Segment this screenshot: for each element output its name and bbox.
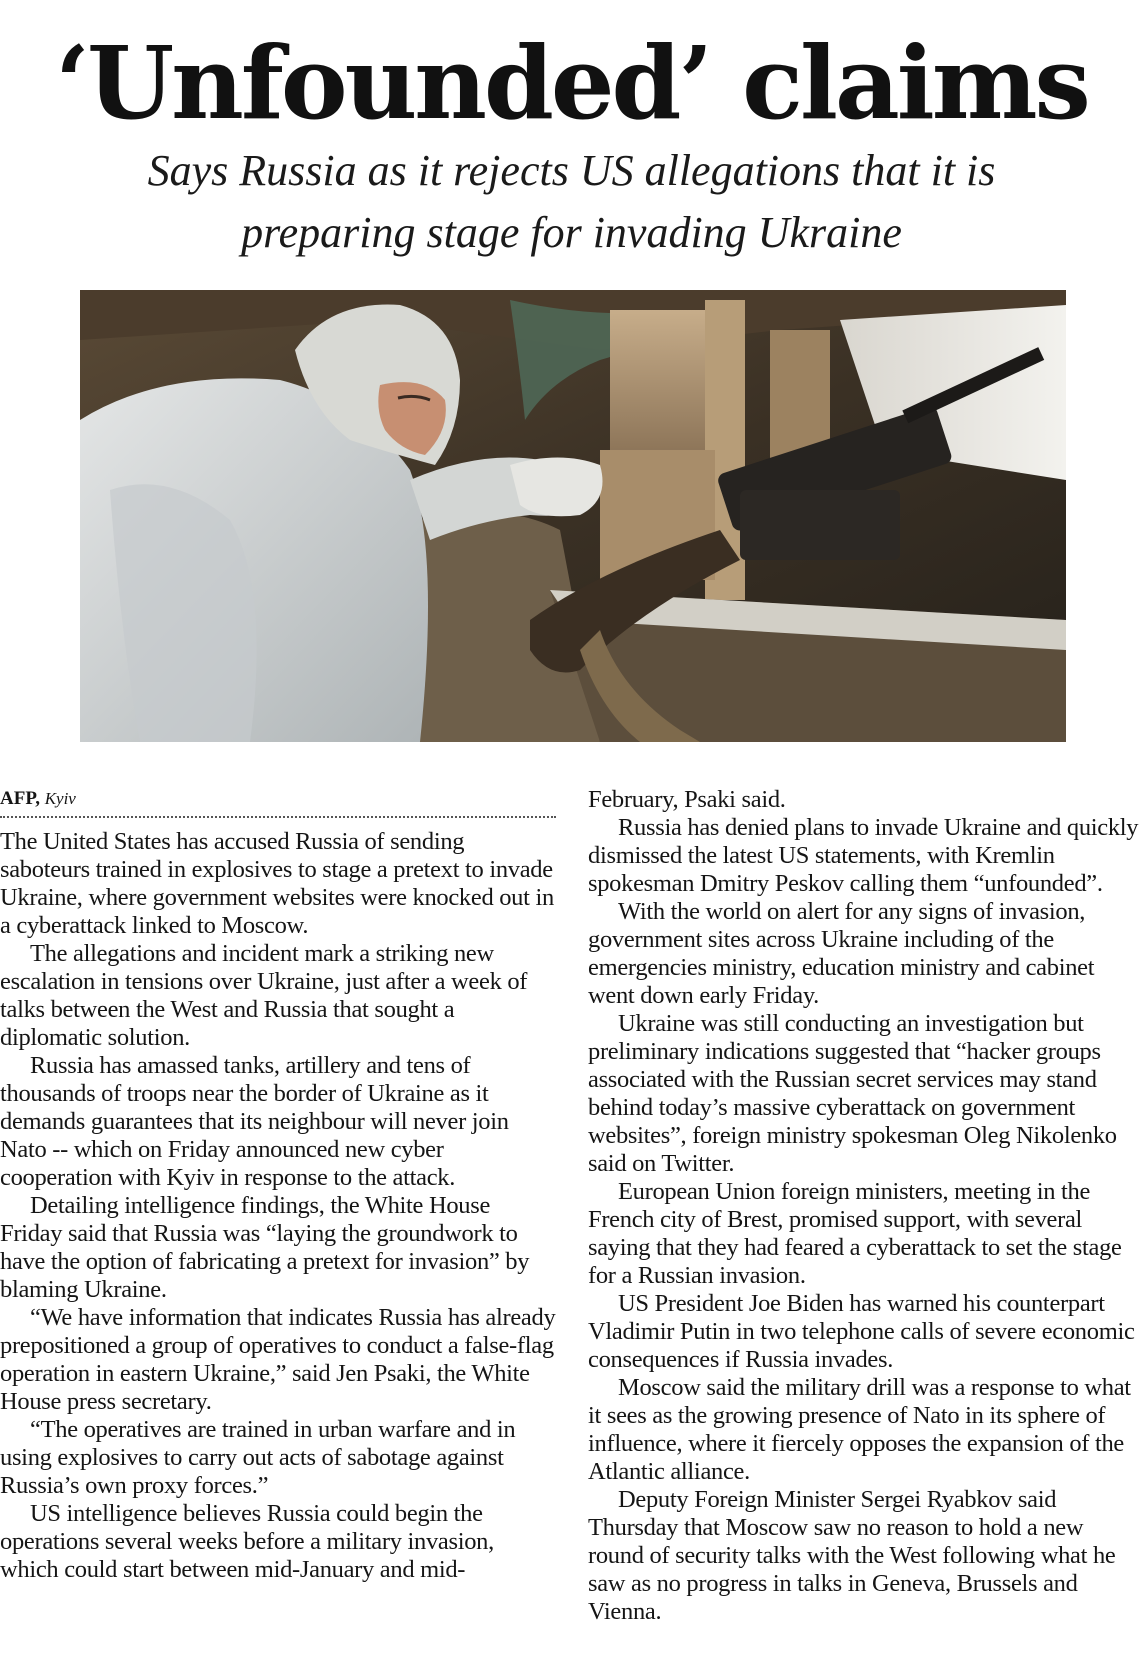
byline [0,786,558,812]
article-column-left [0,786,558,1584]
article-column-right [588,786,1143,1626]
article-paragraph: Moscow said the military drill was a response to what it sees as the growing presence of Nato in its sphere of influence, where it fiercely opposes the expansion of the Atlantic alliance. [588,1374,1131,1485]
article-paragraph: US President Joe Biden has warned his counterpart Vladimir Putin in two telephone calls of severe economic consequences if Russia invades. [588,1290,1135,1373]
article-paragraph: “The operatives are trained in urban warfare and in using explosives to carry out acts of sabotage against Russia’s own proxy forces.” [0,1416,516,1499]
byline-agency: AFP, [0,788,40,809]
soldier-machine-gun-photo [80,290,1066,742]
article-paragraph: With the world on alert for any signs of invasion, government sites across Ukraine including of the emergencies ministry, education ministry and cabinet went down early Friday. [588,898,1095,1009]
article-paragraph: February, Psaki said. [588,786,786,813]
article-paragraph: European Union foreign ministers, meeting in the French city of Brest, promised support, with several saying that they had feared a cyberattack to set the stage for a Russian invasion. [588,1178,1122,1289]
article-paragraph: Detailing intelligence findings, the White House Friday said that Russia was “laying the groundwork to have the option of fabricating a pretext for invasion” by blaming Ukraine. [0,1192,530,1303]
article-paragraph: Deputy Foreign Minister Sergei Ryabkov said Thursday that Moscow saw no reason to hold a new round of security talks with the West following what he saw as no progress in talks in Geneva, Brussels and Vienna. [588,1486,1116,1625]
article-paragraph: Russia has denied plans to invade Ukraine and quickly dismissed the latest US statements, with Kremlin spokesman Dmitry Peskov calling them “unfounded”. [588,814,1139,897]
article-paragraph: Ukraine was still conducting an investigation but preliminary indications suggested that “hacker groups associated with the Russian secret services may stand behind today’s massive cyberattack on government websites”, foreign ministry spokesman Oleg Nikolenko said on Twitter. [588,1010,1117,1177]
news-photo [80,290,1066,742]
byline-divider [0,816,556,818]
article-paragraph: The allegations and incident mark a striking new escalation in tensions over Ukraine, just after a week of talks between the West and Russia that sought a diplomatic solution. [0,940,528,1051]
article-paragraph: US intelligence believes Russia could begin the operations several weeks before a military invasion, which could start between mid-January and mid- [0,1500,494,1583]
article-paragraph: “We have information that indicates Russia has already prepositioned a group of operatives to conduct a false-flag operation in eastern Ukraine,” said Jen Psaki, the White House press secretary. [0,1304,556,1415]
article-paragraph: Russia has amassed tanks, artillery and tens of thousands of troops near the border of Ukraine as it demands guarantees that its neighbour will never join Nato -- which on Friday announced new cyber cooperation with Kyiv in response to the attack. [0,1052,509,1191]
subheadline: Says Russia as it rejects US allegations that it is preparing stage for invading Ukraine [147,146,996,257]
article-paragraph: The United States has accused Russia of sending saboteurs trained in explosives to stage a pretext to invade Ukraine, where government websites were knocked out in a cyberattack linked to Moscow. [0,828,554,939]
byline-place: Kyiv [44,789,76,808]
headline: ‘Unfounded’ claims [55,24,1088,142]
